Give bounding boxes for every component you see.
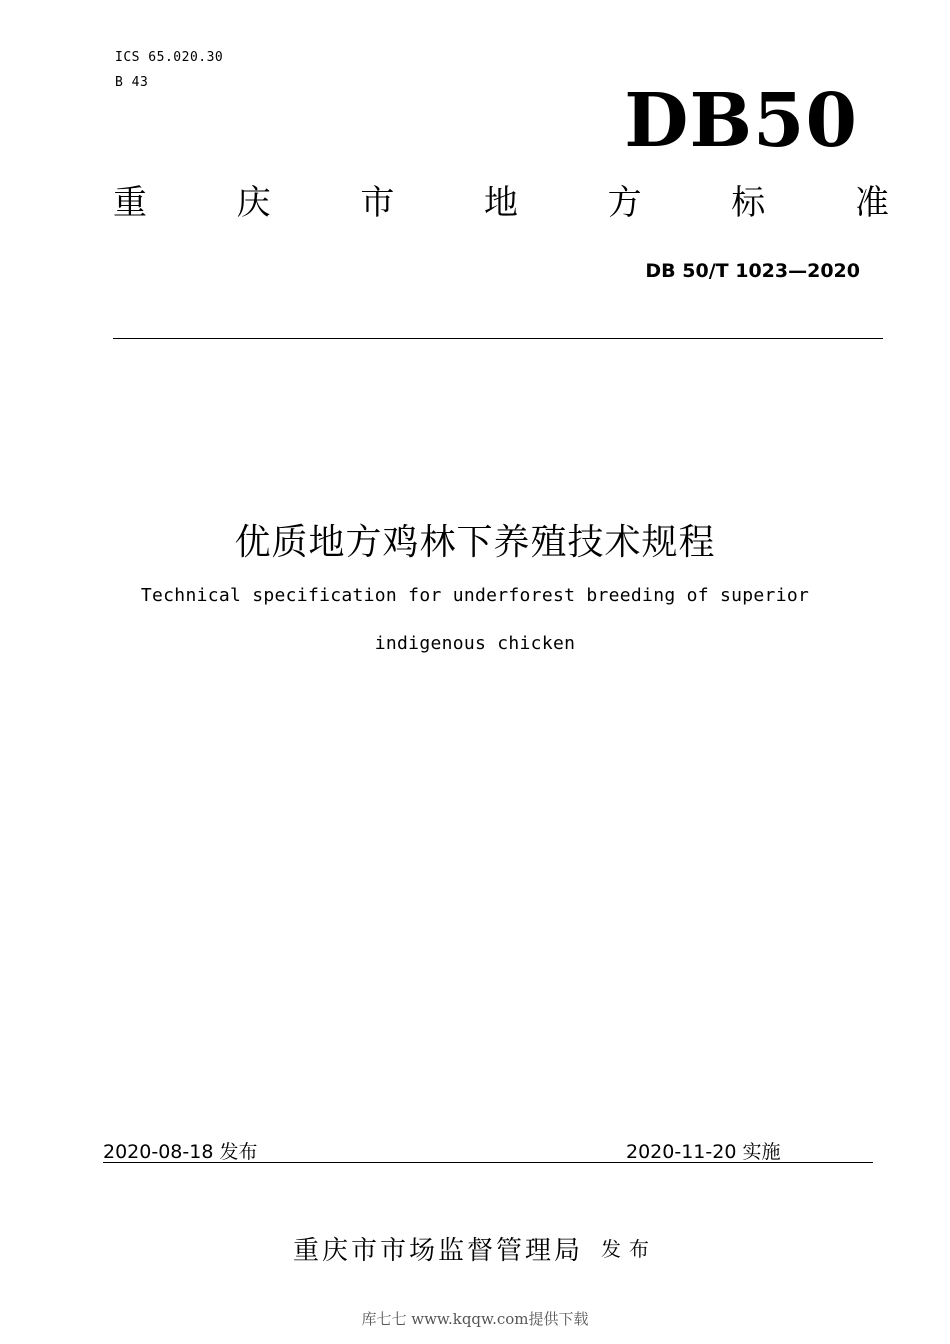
document-title-chinese: 优质地方鸡林下养殖技术规程	[234, 522, 716, 563]
document-title-english-line1: Technical specification for underforest breeding of superior	[140, 585, 810, 606]
classification-code: B 43	[115, 75, 149, 90]
standard-type-char: 重	[113, 183, 147, 223]
standard-type-char: 庆	[236, 183, 271, 223]
standard-type-char: 市	[360, 183, 395, 223]
standard-type-char: 方	[607, 183, 642, 223]
bottom-divider	[103, 1162, 873, 1163]
standard-type-heading	[113, 183, 889, 223]
issuer-suffix: 发布	[601, 1237, 657, 1261]
ics-code: ICS 65.020.30	[115, 50, 224, 65]
issuing-organization: 重庆市市场监督管理局	[292, 1236, 583, 1266]
download-watermark: 库七七 www.kqqw.com提供下载	[361, 1310, 589, 1328]
standard-type-char: 地	[483, 183, 518, 223]
standard-type-char: 准	[854, 183, 889, 223]
issuer-line	[0, 1230, 950, 1267]
top-divider	[113, 338, 883, 339]
standard-type-char: 标	[731, 183, 766, 223]
standard-number: DB 50/T 1023—2020	[645, 260, 860, 282]
document-title-english-line2: indigenous chicken	[374, 633, 576, 654]
issue-date: 2020-08-18 发布	[103, 1141, 258, 1163]
implementation-date: 2020-11-20 实施	[626, 1141, 781, 1163]
db50-logo: DB50	[624, 78, 858, 164]
